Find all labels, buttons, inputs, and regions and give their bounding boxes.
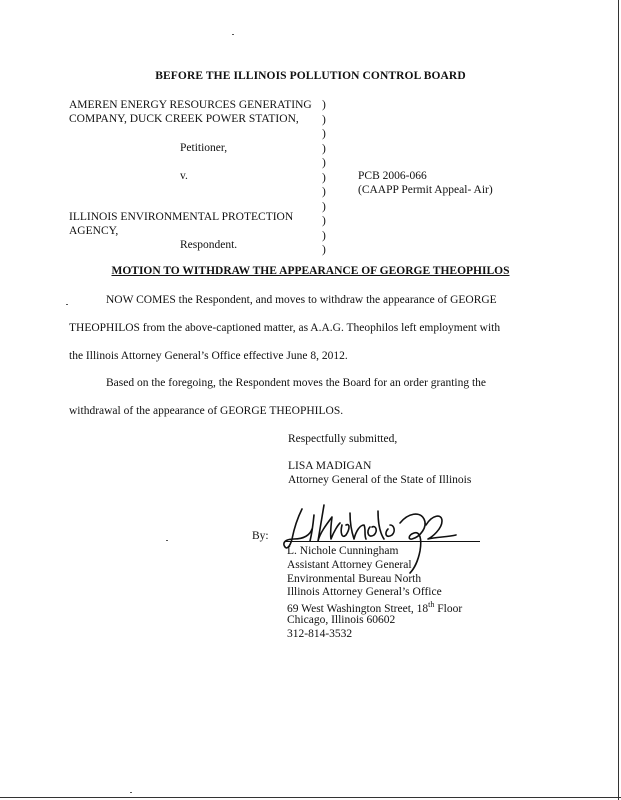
- office-name: Illinois Attorney General’s Office: [287, 586, 442, 598]
- scan-edge-bottom: [0, 797, 621, 798]
- signer-title: Assistant Attorney General: [287, 559, 412, 571]
- city-address: Chicago, Illinois 60602: [287, 614, 396, 626]
- board-title: BEFORE THE ILLINOIS POLLUTION CONTROL BOARD: [155, 70, 466, 82]
- motion-title-text: MOTION TO WITHDRAW THE APPEARANCE OF GEORGE THEOPHILOS: [111, 265, 510, 277]
- bureau-name: Environmental Bureau North: [287, 573, 422, 585]
- petitioner-role: Petitioner,: [180, 142, 228, 154]
- signature-line: [285, 541, 480, 542]
- paragraph-1-line-3: the Illinois Attorney General’s Office effective June 8, 2012.: [69, 350, 348, 362]
- respondent-role: Respondent.: [180, 239, 238, 251]
- caption-divider-parens: ) ) ) ) ) ) ) ) ) ) ): [322, 99, 326, 256]
- versus-label: v.: [180, 170, 188, 182]
- scan-speck: [166, 540, 168, 541]
- scan-speck: [232, 34, 234, 35]
- respectfully-submitted: Respectfully submitted,: [288, 433, 398, 445]
- paragraph-1-line-1: NOW COMES the Respondent, and moves to withdraw the appearance of GEORGE: [106, 294, 497, 306]
- street-address-ordinal: th: [428, 600, 435, 609]
- motion-title: [0, 265, 621, 277]
- by-label: By:: [252, 530, 269, 542]
- respondent-name-line2: AGENCY,: [69, 225, 119, 237]
- paragraph-2-line-2: withdrawal of the appearance of GEORGE THEOPHILOS.: [69, 405, 344, 417]
- case-number: PCB 2006-066: [358, 170, 427, 182]
- scan-speck: [66, 304, 68, 305]
- scan-speck: [130, 792, 132, 793]
- phone-number: 312-814-3532: [287, 628, 353, 640]
- street-address-floor: Floor: [434, 602, 463, 615]
- attorney-general-title: Attorney General of the State of Illinois: [288, 474, 472, 486]
- paragraph-2-line-1: Based on the foregoing, the Respondent moves the Board for an order granting the: [106, 377, 487, 389]
- street-address: [287, 600, 462, 615]
- scan-edge-right: [618, 0, 619, 800]
- signature-icon: [280, 495, 480, 585]
- attorney-general-name: LISA MADIGAN: [288, 460, 372, 472]
- petitioner-name-line2: COMPANY, DUCK CREEK POWER STATION,: [69, 113, 299, 125]
- street-address-main: 69 West Washington Street, 18: [287, 602, 429, 615]
- signer-name: L. Nichole Cunningham: [287, 545, 399, 557]
- petitioner-name-line1: AMEREN ENERGY RESOURCES GENERATING: [69, 99, 312, 111]
- respondent-name-line1: ILLINOIS ENVIRONMENTAL PROTECTION: [69, 211, 294, 223]
- paragraph-1-line-2: THEOPHILOS from the above-captioned matter, as A.A.G. Theophilos left employment with: [69, 322, 501, 334]
- case-type: (CAAPP Permit Appeal- Air): [358, 184, 493, 196]
